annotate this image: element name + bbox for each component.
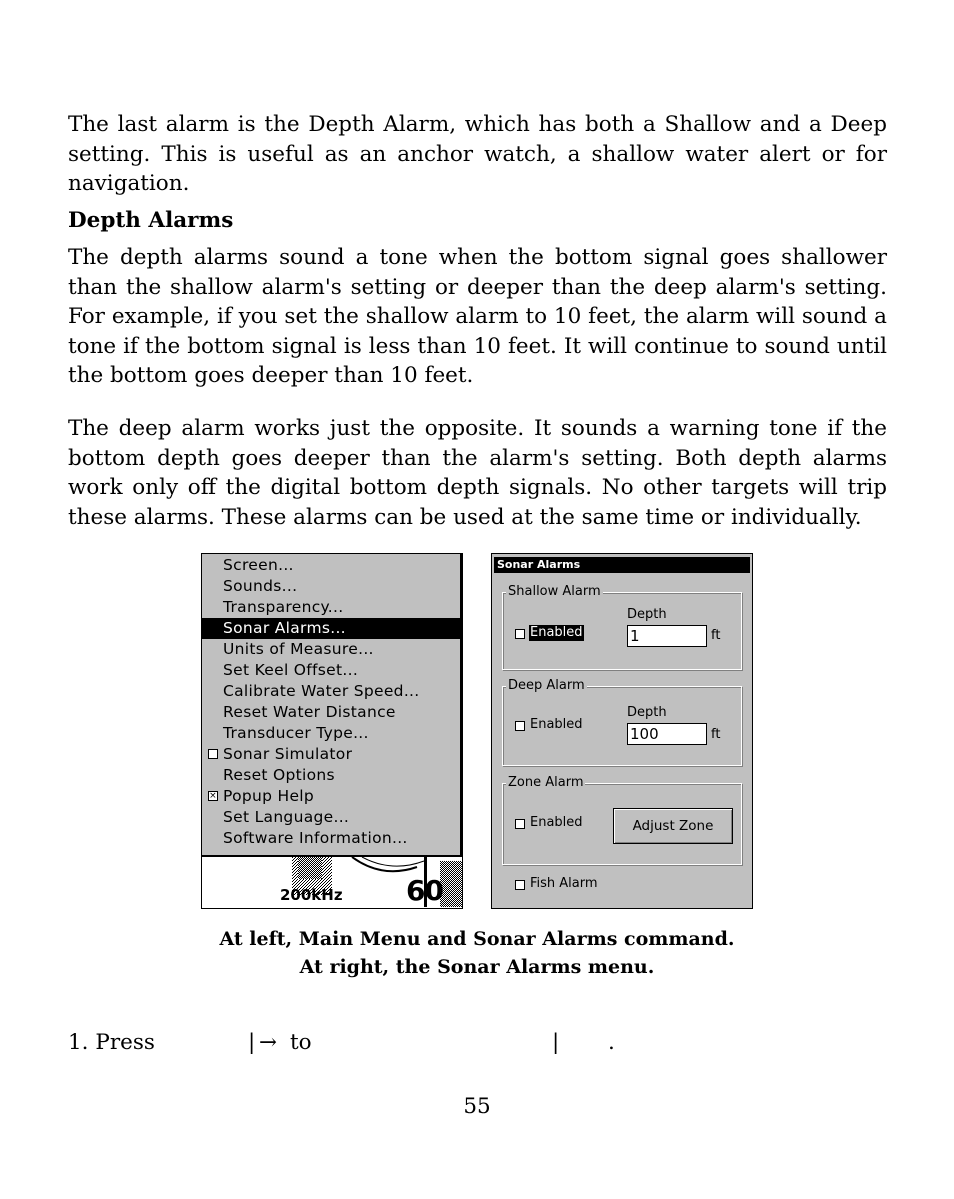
deep-depth-unit: ft [711, 727, 721, 742]
main-menu-screenshot [201, 553, 463, 909]
menu-item-set-language[interactable]: Set Language... [223, 808, 350, 826]
menu-item-transducer-type[interactable]: Transducer Type... [223, 724, 369, 742]
section-heading: Depth Alarms [68, 208, 234, 233]
step-to: to [290, 1030, 312, 1055]
shallow-alarm-title: Shallow Alarm [508, 584, 601, 599]
page-number: 55 [463, 1094, 491, 1119]
menu-item-software-information[interactable]: Software Information... [223, 829, 408, 847]
zone-enabled-label: Enabled [530, 815, 583, 830]
deep-alarm-group [502, 678, 742, 766]
frequency-readout: 200kHz [280, 886, 343, 904]
depth-alarms-paragraph: The depth alarms sound a tone when the bottom signal goes shallower than the shallow alarm's setting or deeper than the deep alarm's setting. For example, if you set the shallow alarm to 10 feet, the alarm will sound a tone if the bottom signal is less than 10 feet. It will continue to sound until the bottom goes deeper than 10 feet. [68, 245, 887, 388]
menu-item-transparency[interactable]: Transparency... [223, 598, 344, 616]
zone-alarm-group [502, 775, 742, 865]
menu-item-popup-help[interactable]: × Popup Help [209, 787, 315, 805]
fish-alarm-checkbox[interactable] [515, 880, 525, 890]
deep-depth-input[interactable]: 100 [627, 723, 707, 745]
menu-item-calibrate-water-speed[interactable]: Calibrate Water Speed... [223, 682, 420, 700]
deep-enabled-label: Enabled [530, 717, 583, 732]
menu-item-reset-options[interactable]: Reset Options [223, 766, 335, 784]
sonar-alarms-screenshot [491, 553, 753, 909]
menu-item-reset-water-distance[interactable]: Reset Water Distance [223, 703, 396, 721]
depth-readout: 60 [406, 874, 443, 907]
deep-enabled-checkbox[interactable] [515, 721, 525, 731]
step-press: 1. Press [68, 1030, 155, 1055]
menu-item-screen[interactable]: Screen... [223, 556, 294, 574]
figure-caption-line2: At right, the Sonar Alarms menu. [299, 956, 655, 978]
dialog-title: Sonar Alarms [494, 557, 750, 573]
deep-alarm-paragraph: The deep alarm works just the opposite. It sounds a warning tone if the bottom depth goes deeper than the alarm's setting. Both depth alarms work only off the digital bottom depth signals. No other targets will trip these alarms. These alarms can be used at the same time or individually. [68, 416, 887, 530]
step-end: . [608, 1030, 615, 1055]
main-menu [202, 554, 462, 857]
zone-alarm-title: Zone Alarm [508, 775, 584, 790]
menu-item-units-of-measure[interactable]: Units of Measure... [223, 640, 374, 658]
adjust-zone-button[interactable]: Adjust Zone [613, 808, 733, 844]
arrow-right-icon: → [259, 1030, 278, 1055]
zone-enabled-checkbox[interactable] [515, 819, 525, 829]
step-1 [68, 1028, 615, 1057]
shallow-enabled-label: Enabled [530, 625, 583, 640]
step-separator-1: | [248, 1030, 256, 1055]
shallow-enabled-checkbox[interactable] [515, 629, 525, 639]
popup-help-checkbox-checked[interactable]: × [209, 791, 217, 801]
shallow-depth-label: Depth [627, 607, 667, 622]
deep-alarm-title: Deep Alarm [508, 678, 585, 693]
menu-item-set-keel-offset[interactable]: Set Keel Offset... [223, 661, 359, 679]
shallow-depth-input[interactable]: 1 [627, 625, 707, 647]
shallow-depth-unit: ft [711, 628, 721, 643]
fish-alarm-label: Fish Alarm [530, 876, 598, 891]
sonar-simulator-checkbox[interactable] [208, 749, 218, 759]
intro-paragraph: The last alarm is the Depth Alarm, which has both a Shallow and a Deep setting. This is useful as an anchor watch, a shallow water alert or for navigation. [68, 112, 887, 196]
shallow-alarm-group [502, 584, 742, 670]
figure-caption-line1: At left, Main Menu and Sonar Alarms command. [219, 928, 735, 950]
deep-depth-label: Depth [627, 705, 667, 720]
step-separator-2: | [552, 1030, 560, 1055]
menu-item-sonar-alarms[interactable]: Sonar Alarms... [202, 618, 460, 639]
menu-item-sonar-simulator[interactable]: Sonar Simulator [202, 744, 460, 765]
menu-item-sounds[interactable]: Sounds... [223, 577, 298, 595]
